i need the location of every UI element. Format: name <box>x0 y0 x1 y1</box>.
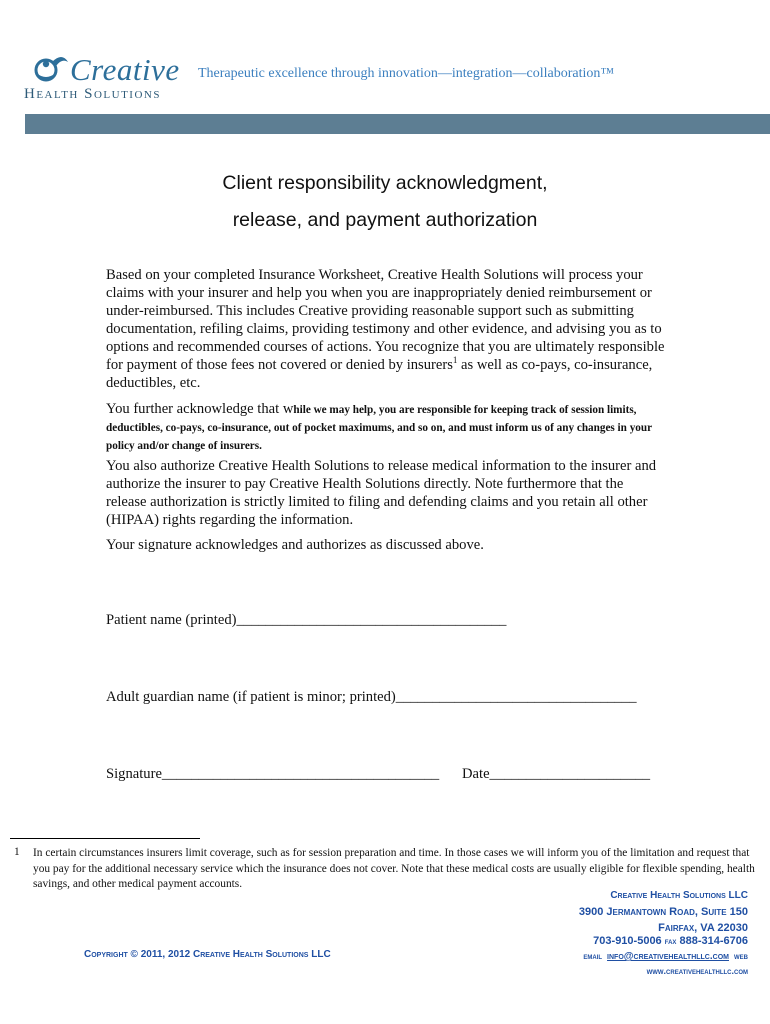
logo-figure-icon <box>36 57 68 80</box>
footer-website[interactable]: www.creativehealthllc.com <box>646 966 748 976</box>
paragraph-acknowledgment-bold: hile we may help, you are responsible for keeping track of session limits, deductibles, co-pays, co-insurance, out of pocket maximums, and so on, and must inform us of any changes in your policy and/or change of insurers. <box>106 404 652 452</box>
footer-email-label: email <box>583 951 603 961</box>
footnote-text: In certain circumstances insurers limit coverage, such as for session preparation and time. In those cases we will inform you of the limitation and request that you pay for the additional necessary service which the insurance does not cover. Note that these medical costs are usually eligible for flexible spending, health savings, and other medical payment accounts. <box>33 847 755 890</box>
footer-fax: 888-314-6706 <box>679 935 748 947</box>
signature-field[interactable]: Signature______________________________________ <box>106 766 440 782</box>
header-band <box>0 114 770 134</box>
paragraph-release-authorization: You also authorize Creative Health Solutions to release medical information to the insurer and authorize the insurer to pay Creative Health Solutions directly. Note furthermore that the release authorization is strictly limited to filing and defending claims and you retain all other (HIPAA) rights regarding the information. <box>106 458 657 528</box>
footer-city: Fairfax, VA 22030 <box>658 922 748 934</box>
footer-phone-line <box>593 935 748 947</box>
footer-address: 3900 Jermantown Road, Suite 150 <box>578 906 748 918</box>
footer-fax-label: fax <box>664 936 677 946</box>
footnote-reference: 1 <box>452 355 458 366</box>
footnote-divider <box>10 838 200 839</box>
document-title-line-1: Client responsibility acknowledgment, <box>222 172 548 194</box>
footer-company-name: Creative Health Solutions LLC <box>610 890 748 901</box>
logo-wordmark-creative: Creative <box>70 52 180 87</box>
patient-name-field[interactable]: Patient name (printed)_____________________________________ <box>106 612 507 628</box>
document-title-line-2: release, and payment authorization <box>232 209 538 231</box>
date-field[interactable]: Date______________________ <box>462 766 651 782</box>
paragraph-acknowledgment-lead: You further acknowledge that w <box>106 401 294 417</box>
paragraph-signature-statement: Your signature acknowledges and authorizes as discussed above. <box>106 537 484 553</box>
paragraph-processing-end: as well as co-pays, co-insurance, deductibles, etc. <box>106 357 653 391</box>
paragraph-processing <box>106 266 666 392</box>
paragraph-acknowledgment <box>106 400 666 454</box>
paragraph-processing-text: Based on your completed Insurance Worksheet, Creative Health Solutions will process your claims with your insurer and help you when you are inappropriately denied reimbursement or under-reimbursed. This includes Creative providing reasonable support such as submitting documentation, refiling claims, providing testimony and other evidence, and advising you as to options and recommended courses of actions. You recognize that you are ultimately responsible for payment of those fees not covered or denied by insurers <box>106 267 665 373</box>
footnote-number: 1 <box>14 846 20 858</box>
guardian-name-field[interactable]: Adult guardian name (if patient is minor; printed)_________________________________ <box>106 689 637 705</box>
copyright-notice: Copyright © 2011, 2012 Creative Health Solutions LLC <box>84 949 331 960</box>
footer-email-line <box>583 951 748 962</box>
footer-web-label: web <box>734 951 748 961</box>
tagline: Therapeutic excellence through innovation—integration—collaboration™ <box>198 66 615 81</box>
logo-wordmark-health-solutions: Health Solutions <box>24 86 161 102</box>
footer-email-link[interactable]: info@creativehealthllc.com <box>607 951 729 962</box>
header-band-notch <box>0 114 25 134</box>
footer-phone: 703-910-5006 <box>593 935 662 947</box>
